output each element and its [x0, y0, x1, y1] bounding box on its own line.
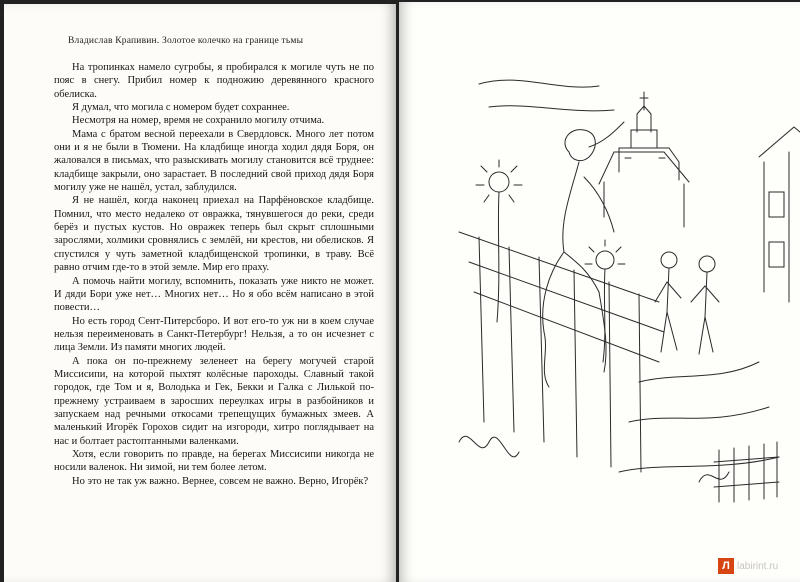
paragraph: Мама с братом весной переехали в Свердловск. Много лет потом они и я не были в Тюмени. На кладбище иногда ходил дядя Боря, он жаловался в письмах, что разыскивать могилу становится всё труднее: кладбище закрыли, оно зарастает. В последний свой приход дядя Боря могилу уже не нашёл, устал, заблудился. [54, 128, 374, 194]
logo-mark-icon: Л [718, 558, 734, 574]
logo-text: labirint.ru [737, 560, 779, 572]
house-drawing [759, 127, 800, 302]
paragraph: Но есть город Сент-Питерсборо. И вот его-то уж ни в коем случае нельзя переименовать в Санкт-Петербург! Нельзя, а то он исчезнет с лица Земли. Из памяти многих людей. [54, 315, 374, 354]
pen-ink-illustration [399, 2, 800, 582]
walking-figures-drawing [655, 252, 719, 354]
paragraph: Я не нашёл, когда наконец приехал на Парфёновское кладбище. Помнил, что место недалеко от овражка, тянувшегося до реки, среди берёз и пустых кустов. Но овражек теперь был скрыт сплошными зарослями, холмики сровнялись с землёй, ни крестов, ни обелисков. Я спустился у чуть заметной кладбищенской тропинки, в траву. Всё равно отчим где-то в этой земле. Мир его праху. [54, 195, 374, 274]
paragraph: Но это не так уж важно. Вернее, совсем не важно. Верно, Игорёк? [72, 475, 369, 487]
right-page [399, 2, 800, 582]
grass-strokes [459, 436, 729, 482]
labirint-logo [718, 556, 788, 576]
paragraph: Хотя, если говорить по правде, на берегах Миссисипи никогда не носили валенок. Ни зимой, ни тем более летом. [54, 448, 374, 474]
fence-drawing [459, 232, 664, 472]
paragraph: Несмотря на номер, время не сохранило могилу отчима. [72, 115, 325, 127]
picket-fence-drawing [714, 442, 779, 502]
running-head: Владислав Крапивин. Золотое колечко на границе тьмы [68, 36, 304, 46]
church-drawing [599, 92, 689, 227]
hill-lines [479, 80, 614, 111]
paragraph: Я думал, что могила с номером будет сохраннее. [72, 102, 290, 114]
paragraph: А помочь найти могилу, вспомнить, показать уже никто не может. И дяди Бори уже нет… Многих нет… Но я обо всём написано в этой повести… [54, 275, 374, 314]
path-lines [619, 362, 779, 472]
left-page [4, 4, 396, 582]
paragraph: А пока он по-прежнему зеленеет на берегу могучей старой Миссисипи, на которой пыхтят колёсные пароходы. Славный такой городок, где Том и я, Володька и Гек, Бекки и Галка с Лилькой по-прежнему устраиваем в заросших переулках игры в разбойников и запускаем над речными откосами трепещущих бумажных змеев. А маленький Игорёк Горохов сидит на изгороди, хитро поглядывает на нас и болтает растоптанными валенками. [54, 355, 374, 447]
sunflower-drawing [476, 160, 625, 362]
paragraph: На тропинках намело сугробы, я пробирался к могиле чуть не по пояс в снегу. Прибил номер к подножию деревянного красного обелиска. [54, 62, 374, 100]
body-text [54, 61, 374, 488]
